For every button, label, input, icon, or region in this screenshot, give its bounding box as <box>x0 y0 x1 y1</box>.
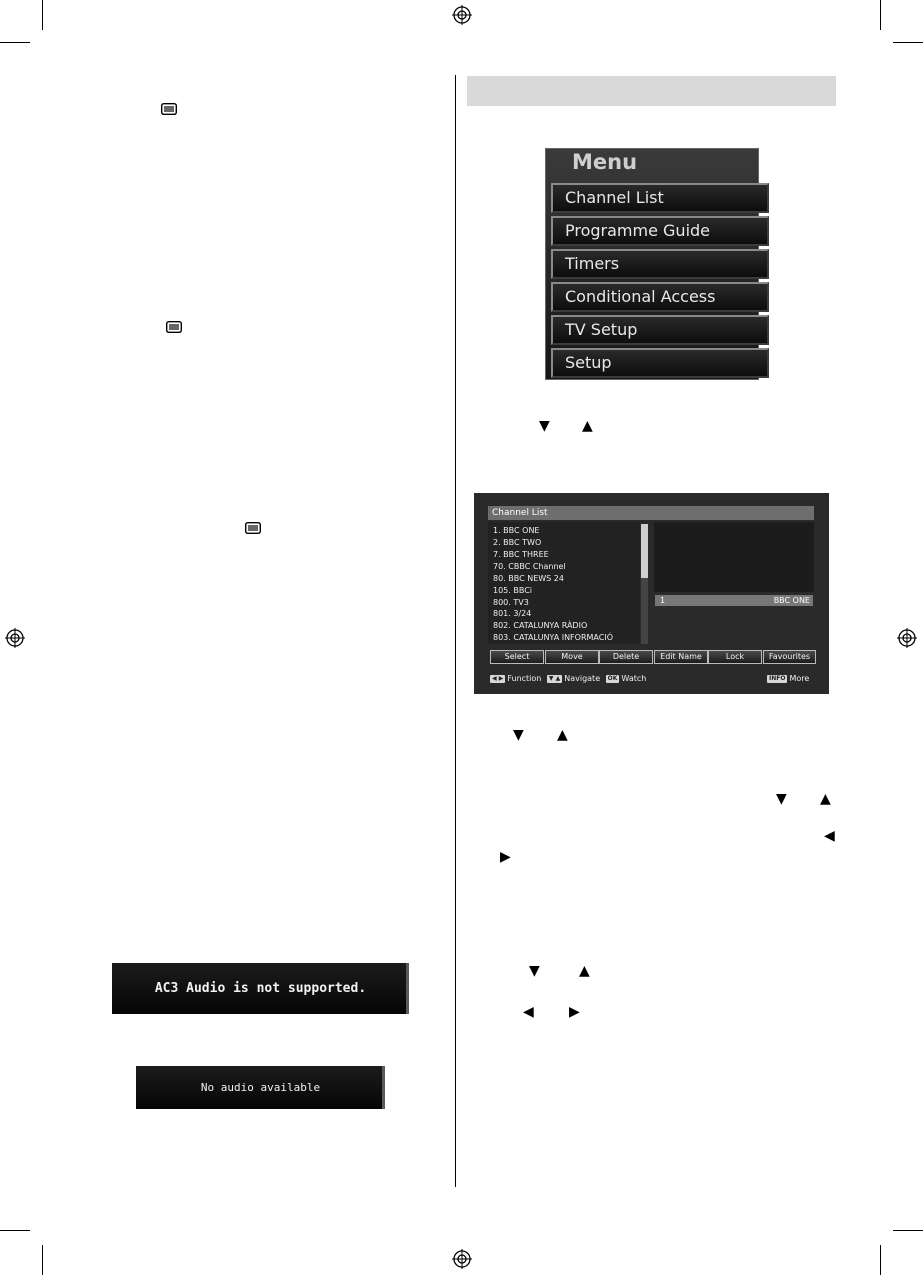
down-arrow-icon: ▼ <box>776 791 787 807</box>
channel-list-item[interactable]: 80. BBC NEWS 24 <box>493 574 564 583</box>
menu-item-timers[interactable]: Timers <box>551 249 769 279</box>
channel-list-item[interactable]: 1. BBC ONE <box>493 526 540 535</box>
teletext-icon <box>161 103 177 115</box>
registration-mark-icon <box>452 5 472 25</box>
channel-list-item[interactable]: 7. BBC THREE <box>493 550 549 559</box>
down-up-key-icon: ▼ ▲ <box>548 674 561 682</box>
menu-item-tv-setup[interactable]: TV Setup <box>551 315 769 345</box>
lock-button[interactable]: Lock <box>708 650 762 664</box>
channel-list-item[interactable]: 802. CATALUNYA RÀDIO <box>493 621 588 630</box>
channel-list-scrollbar-thumb[interactable] <box>641 524 648 578</box>
menu-item-conditional-access[interactable]: Conditional Access <box>551 282 769 312</box>
channel-list-item[interactable]: 2. BBC TWO <box>493 538 542 547</box>
crop-mark <box>0 1230 30 1231</box>
selected-channel-name: BBC ONE <box>773 596 810 605</box>
up-arrow-icon: ▲ <box>557 727 568 743</box>
crop-mark <box>893 42 923 43</box>
crop-mark <box>880 0 881 30</box>
left-right-key-icon: ◀ ▶ <box>492 674 504 682</box>
info-key-icon: INFO <box>769 674 786 682</box>
menu-title: Menu <box>572 150 638 174</box>
right-arrow-icon: ▶ <box>500 849 511 865</box>
down-arrow-icon: ▼ <box>539 418 550 434</box>
right-arrow-icon: ▶ <box>569 1004 580 1020</box>
menu-item-setup[interactable]: Setup <box>551 348 769 378</box>
selected-channel-info <box>655 595 813 606</box>
hint-navigate: Navigate <box>564 674 601 683</box>
crop-mark <box>42 1245 43 1275</box>
hint-more: More <box>789 674 810 683</box>
navigation-hint-right <box>767 674 809 684</box>
column-divider <box>455 75 456 1187</box>
crop-mark <box>42 0 43 30</box>
move-button[interactable]: Move <box>545 650 599 664</box>
teletext-icon <box>166 321 182 333</box>
channel-list-item[interactable]: 105. BBCi <box>493 586 532 595</box>
up-arrow-icon: ▲ <box>579 963 590 979</box>
navigation-hint-left <box>490 674 646 684</box>
ac3-message-text: AC3 Audio is not supported. <box>154 981 367 996</box>
down-arrow-icon: ▼ <box>529 963 540 979</box>
channel-list-title: Channel List <box>488 506 814 520</box>
registration-mark-icon <box>452 1249 472 1269</box>
left-arrow-icon: ◀ <box>824 828 835 844</box>
teletext-icon <box>245 522 261 534</box>
channel-list-item[interactable]: 70. CBBC Channel <box>493 562 566 571</box>
no-audio-message-text: No audio available <box>200 1081 321 1094</box>
selected-channel-number: 1 <box>660 596 666 605</box>
delete-button[interactable]: Delete <box>599 650 653 664</box>
ac3-message-box <box>112 963 409 1014</box>
section-header-bar <box>467 76 836 106</box>
down-arrow-icon: ▼ <box>513 727 524 743</box>
crop-mark <box>893 1230 923 1231</box>
favourites-button[interactable]: Favourites <box>763 650 816 664</box>
left-arrow-icon: ◀ <box>523 1004 534 1020</box>
channel-preview-area <box>654 522 814 592</box>
menu-item-programme-guide[interactable]: Programme Guide <box>551 216 769 246</box>
up-arrow-icon: ▲ <box>820 791 831 807</box>
registration-mark-icon <box>897 628 917 648</box>
menu-item-channel-list[interactable]: Channel List <box>551 183 769 213</box>
hint-function: Function <box>507 674 542 683</box>
channel-list-item[interactable]: 800. TV3 <box>493 598 529 607</box>
hint-watch: Watch <box>621 674 647 683</box>
ok-key-icon: OK <box>607 674 618 682</box>
crop-mark <box>880 1245 881 1275</box>
crop-mark <box>0 42 30 43</box>
select-button[interactable]: Select <box>490 650 544 664</box>
no-audio-message-box <box>136 1066 385 1109</box>
edit-name-button[interactable]: Edit Name <box>654 650 708 664</box>
channel-list-item[interactable]: 801. 3/24 <box>493 609 532 618</box>
registration-mark-icon <box>5 628 25 648</box>
channel-list-item[interactable]: 803. CATALUNYA INFORMACIÓ <box>493 633 613 642</box>
up-arrow-icon: ▲ <box>582 418 593 434</box>
